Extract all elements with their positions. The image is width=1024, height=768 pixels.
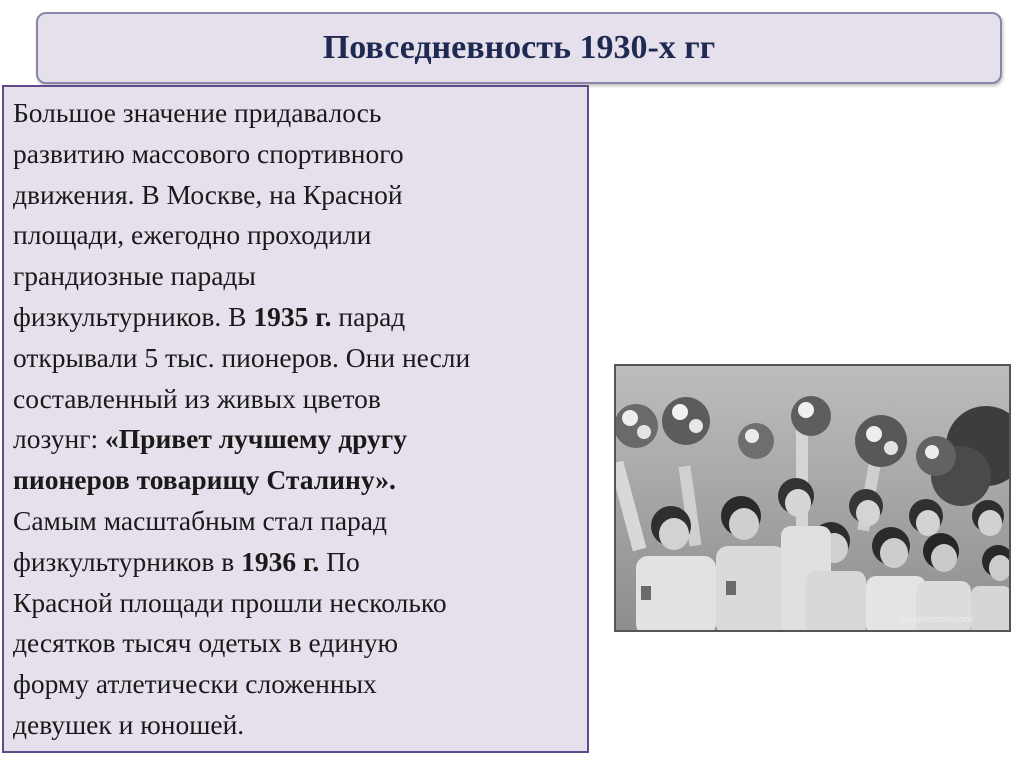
line: составленный из живых цветов [13, 382, 381, 414]
line: движения. В Москве, на Красной [13, 178, 403, 210]
line: площади, ежегодно проходили [13, 219, 372, 251]
slogan-part2: пионеров товарищу Сталину». [13, 464, 396, 496]
line: грандиозные парады [13, 260, 256, 292]
slide-title: Повседневность 1930-х гг [322, 29, 716, 66]
line: открывали 5 тыс. пионеров. Они несли [13, 341, 471, 373]
body-paragraph [13, 93, 581, 746]
parade-photo [614, 364, 1011, 632]
line: развитию массового спортивного [13, 137, 404, 169]
line: Красной площади прошли несколько [13, 586, 447, 618]
line: парад [331, 300, 406, 332]
line: девушек и юношей. [13, 708, 245, 740]
photo-icon [616, 366, 1009, 630]
photo-watermark: maxpenson.com [898, 615, 973, 625]
line: Самым масштабным стал парад [13, 504, 388, 536]
title-banner [36, 12, 1002, 84]
line: физкультурников. В [13, 300, 254, 332]
text-panel [2, 85, 589, 753]
line: лозунг: [13, 423, 106, 455]
line: форму атлетически сложенных [13, 668, 377, 700]
line: физкультурников в [13, 545, 242, 577]
year-1936: 1936 г. [241, 545, 320, 577]
line: По [319, 545, 360, 577]
slogan-part1: «Привет лучшему другу [105, 423, 408, 455]
line: десятков тысяч одетых в единую [13, 627, 399, 659]
line: Большое значение придавалось [13, 97, 382, 128]
year-1935: 1935 г. [253, 300, 332, 332]
